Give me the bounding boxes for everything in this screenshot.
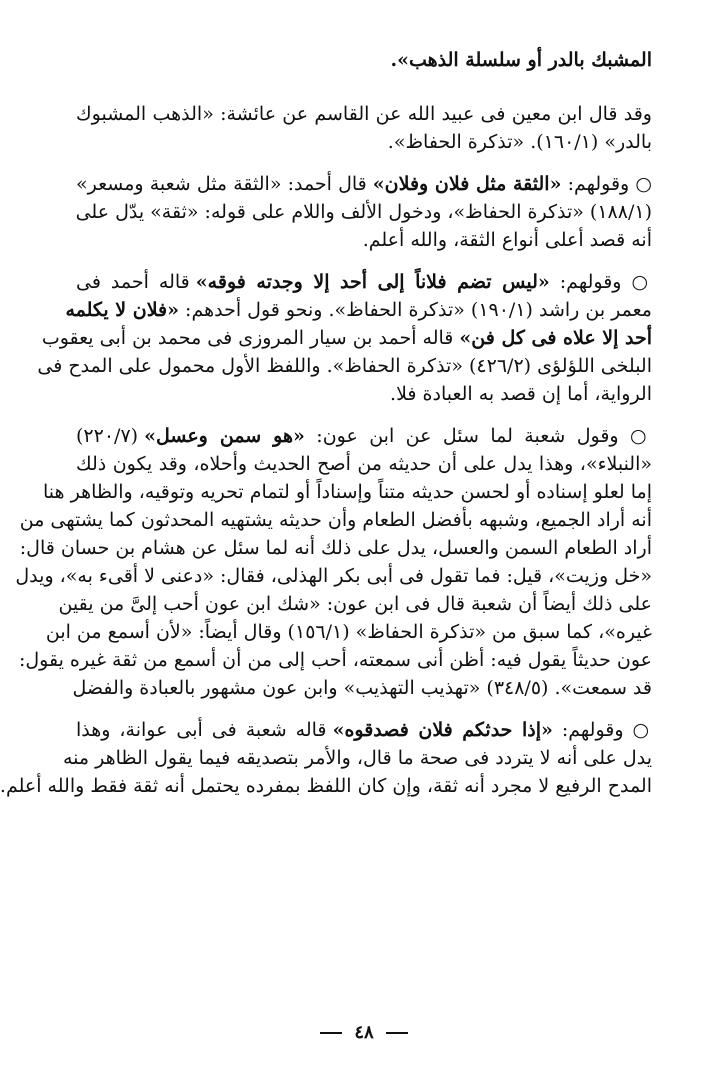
- text-segment: وقد قال ابن معين فى عبيد الله عن القاسم عن عائشة: «الذهب المشبوك: [76, 103, 652, 125]
- text-line: [76, 170, 652, 198]
- text-line: [76, 226, 652, 254]
- text-line: [76, 380, 652, 408]
- text-segment: قاله شعبة فى أبى عوانة، وهذا: [76, 719, 333, 741]
- text-segment: بالدر» (١٦٠/١). «تذكرة الحفاظ».: [387, 131, 652, 153]
- bold-text-segment: «ليس تضم فلاناً إلى أحد إلا وجدته فوقه»: [195, 271, 550, 293]
- text-line: [76, 46, 652, 74]
- text-line: [76, 716, 652, 744]
- text-segment: معمر بن راشد (١٩٠/١) «تذكرة الحفاظ». ونحو قول أحدهم:: [179, 299, 652, 321]
- page-footer: [8, 1022, 720, 1043]
- text-segment: أنه قصد أعلى أنواع الثقة، والله أعلم.: [362, 229, 652, 251]
- text-segment: عون حديثاً يقول فيه: أظن أنى سمعته، أحب إلى من أن أسمع من ثقة غيره يقول:: [18, 649, 652, 671]
- text-segment: ○ وقول شعبة لما سئل عن ابن عون:: [304, 425, 652, 447]
- text-segment: غيره»، كما سبق من «تذكرة الحفاظ» (١٥٦/١) وقال أيضاً: «لأن أسمع من ابن: [45, 621, 652, 643]
- text-segment: البلخى اللؤلؤى (٤٢٦/٢) «تذكرة الحفاظ». واللفظ الأول محمول على المدح فى: [37, 355, 652, 377]
- text-line: [76, 268, 652, 296]
- text-line: [65, 296, 652, 324]
- text-segment: قاله أحمد بن سيار المروزى فى محمد بن أبى يعقوب: [41, 327, 460, 349]
- paragraph: [15, 422, 652, 702]
- text-segment: قد سمعت». (٣٤٨/٥) «تهذيب التهذيب» وابن عون مشهور بالعبادة والفضل: [72, 677, 652, 699]
- text-line: [76, 450, 652, 478]
- text-line: [15, 562, 652, 590]
- text-line: [19, 534, 652, 562]
- text-segment: إما لعلو إسناده أو لحسن حديثه متناً وإسناداً أو لتمام تحريه وتوقيه، والظاهر هنا: [43, 481, 652, 503]
- bold-text-segment: «الثقة مثل فلان وفلان»: [372, 173, 562, 195]
- text-line: [19, 506, 652, 534]
- text-line: [72, 674, 652, 702]
- bold-text-segment: أحد إلا علاه فى كل فن»: [459, 327, 652, 349]
- text-segment: يدل على أنه لا يتردد فى صحة ما قال، والأمر بتصديقه فيما يقول الظاهر منه: [62, 747, 652, 769]
- footer-dash-right: [386, 1032, 408, 1034]
- text-line: [18, 646, 652, 674]
- text-line: [62, 744, 652, 772]
- paragraph: [76, 170, 652, 254]
- text-line: [0, 772, 652, 800]
- text-line: [76, 128, 652, 156]
- paragraph: [76, 46, 652, 74]
- text-segment: المدح الرفيع لا مجرد أنه ثقة، وإن كان اللفظ بمفرده يحتمل أنه ثقة فقط والله أعلم.: [0, 775, 652, 797]
- text-segment: على ذلك أيضاً أن شعبة قال فى ابن عون: «شك ابن عون أحب إلىَّ من يقين: [58, 593, 652, 615]
- text-segment: الرواية، أما إن قصد به العبادة فلا.: [390, 383, 652, 405]
- text-line: [45, 618, 652, 646]
- text-line: [76, 422, 652, 450]
- bold-text-segment: «إذا حدثكم فلان فصدقوه»: [332, 719, 553, 741]
- text-line: [76, 198, 652, 226]
- page-body: [0, 46, 653, 800]
- text-segment: أراد الطعام السمن والعسل، يدل على ذلك أنه لما سئل عن هشام بن حسان قال:: [19, 537, 652, 559]
- text-segment: (١٨٨/١) «تذكرة الحفاظ»، ودخول الألف واللام على قوله: «ثقة» يدّل على: [75, 201, 652, 223]
- text-segment: ○ وقولهم:: [552, 719, 652, 741]
- text-segment: ○ وقولهم:: [549, 271, 652, 293]
- text-segment: (٢٢٠/٧): [76, 425, 145, 447]
- paragraph: [37, 268, 652, 408]
- bold-text-segment: «هو سمن وعسل»: [144, 425, 305, 447]
- text-line: [43, 478, 652, 506]
- bold-text-segment: المشبك بالدر أو سلسلة الذهب».: [390, 49, 652, 71]
- text-line: [76, 100, 652, 128]
- text-segment: أنه أراد الجميع، وشبهه بأفضل الطعام وأن حديثه يشتهيه المحدثون كما يشتهى من: [19, 509, 652, 531]
- text-line: [41, 324, 652, 352]
- text-line: [58, 590, 652, 618]
- paragraph: [76, 100, 652, 156]
- text-segment: قاله أحمد فى: [76, 271, 196, 293]
- page-number: ٤٨: [354, 1022, 374, 1043]
- text-line: [37, 352, 652, 380]
- bold-text-segment: «فلان لا يكلمه: [65, 299, 180, 321]
- text-segment: قال أحمد: «الثقة مثل شعبة ومسعر»: [76, 173, 373, 195]
- footer-dash-left: [320, 1032, 342, 1034]
- text-segment: «خل وزيت»، قيل: فما تقول فى أبى بكر الهذلى، فقال: «دعنى لا أقىء به»، ويدل: [15, 565, 652, 587]
- paragraph: [0, 716, 652, 800]
- text-segment: ○ وقولهم:: [561, 173, 653, 195]
- text-segment: «النبلاء»، وهذا يدل على أن حديثه من أصح الحديث وأحلاه، وقد يكون ذلك: [76, 453, 652, 475]
